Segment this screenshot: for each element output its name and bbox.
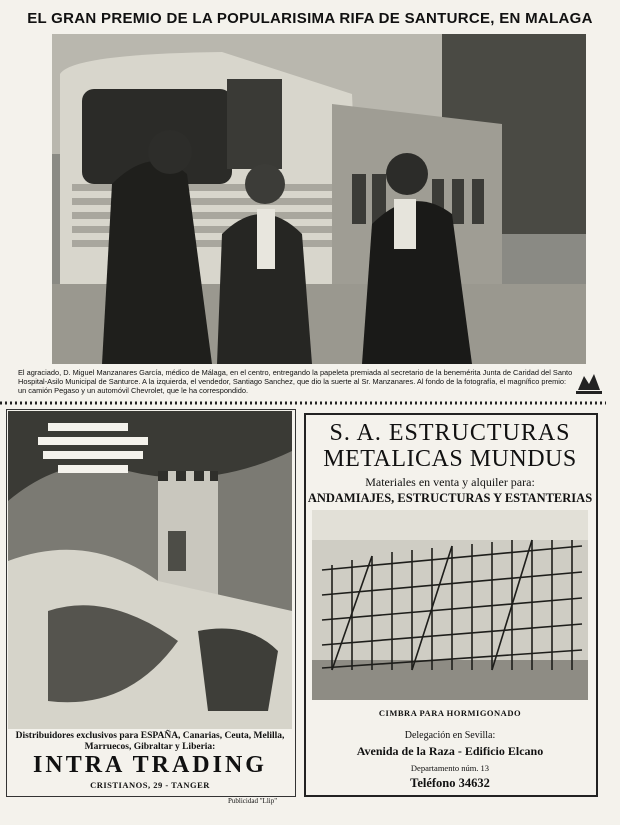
dotted-divider [0, 399, 606, 407]
intra-trading-address: CRISTIANOS, 29 - TANGER [90, 780, 210, 790]
scaffolding-caption: CIMBRA PARA HORMIGONADO [378, 708, 522, 718]
newspaper-logo-mark [574, 370, 604, 396]
mundus-subtitle: Materiales en venta y alquiler para: [365, 475, 535, 489]
advertisement-garden-photo [8, 411, 292, 729]
prize-handover-photo [52, 34, 586, 364]
mundus-title-line2: METALICAS MUNDUS [323, 446, 577, 472]
distributors-note: Distribuidores exclusivos para ESPAÑA, Canarias, Ceuta, Melilla, Marruecos, Gibraltar y Liberia: [15, 731, 285, 752]
scaffolding-photo [312, 510, 588, 700]
headline: EL GRAN PREMIO DE LA POPULARISIMA RIFA DE SANTURCE, EN MALAGA [27, 10, 593, 27]
delegation-address: Avenida de la Raza - Edificio Elcano [356, 744, 544, 758]
photo-caption: El agraciado, D. Miguel Manzanares García, médico de Málaga, en el centro, entregando la papeleta premiada al secretario de la benemérita Junta de Caridad del Santo Hospital-Asilo Municipal de Santurce. A la izquierda, el vendedor, Santiago Sanchez, que dio la suerte al Sr. Manzanares. Al fondo de la fotografía, el magnífico premio: un camión Pegaso y un automóvil Chevrolet, que le ha correspondido. [18, 368, 573, 395]
mundus-title-line1: S. A. ESTRUCTURAS [329, 420, 571, 446]
delegation-label: Delegación en Sevilla: [404, 730, 496, 741]
phone-number: Teléfono 34632 [410, 776, 490, 790]
mundus-products: ANDAMIAJES, ESTRUCTURAS Y ESTANTERIAS [307, 491, 593, 505]
publicity-credit: Publicidad "Llip" [228, 797, 278, 805]
department-number: Departamento núm. 13 [410, 763, 490, 773]
intra-trading-name: INTRA TRADING [33, 752, 267, 778]
